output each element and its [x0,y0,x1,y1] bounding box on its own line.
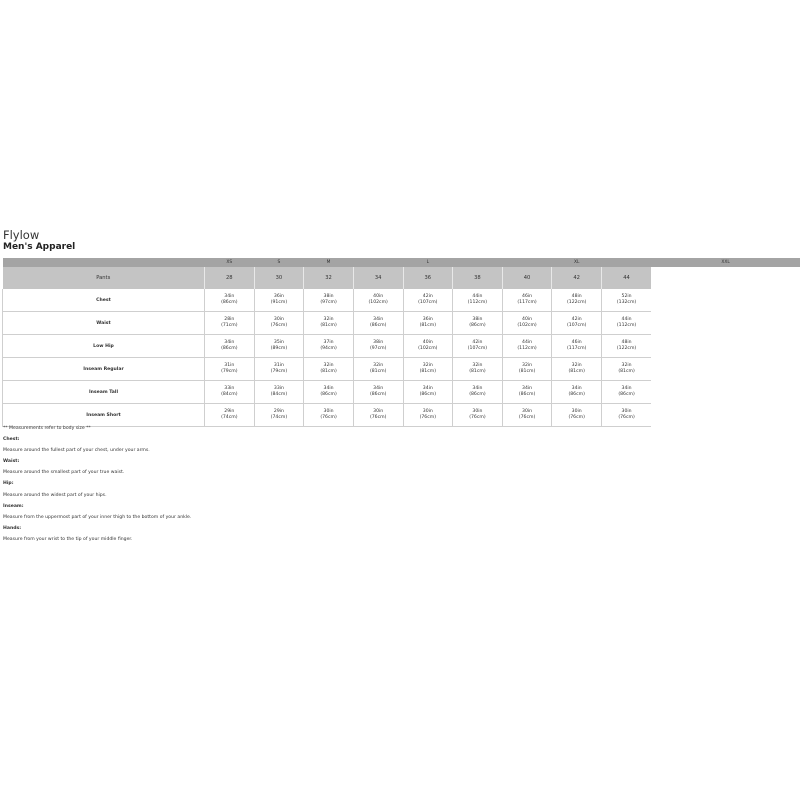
cm-value: (81cm) [618,369,635,374]
note-term: Chest: [3,437,20,443]
size-header-blank [3,258,205,267]
cm-value: (71cm) [221,323,238,328]
measurement-cell [552,335,602,358]
cm-value: (122cm) [616,346,637,351]
inches-value: 30in [273,316,284,322]
inches-value: 48in [621,339,632,345]
inches-value: 32in [323,316,334,322]
cm-value: (76cm) [469,415,486,420]
inches-value: 30in [472,408,483,414]
measurement-cell [403,335,453,358]
inches-value: 38in [323,293,334,299]
measurement-cell [304,358,354,381]
inches-value: 34in [621,385,632,391]
size-header-cell: M [304,258,354,267]
measurement-cell [602,381,652,404]
measurement-cell [353,381,403,404]
cm-value: (102cm) [368,300,388,305]
measurement-cell [304,289,354,312]
measurement-cell [304,312,354,335]
cm-value: (79cm) [270,369,288,374]
inches-value: 33in [224,385,235,391]
cm-value: (107cm) [467,346,488,351]
inches-value: 36in [422,316,433,322]
inches-value: 30in [621,408,632,414]
pants-size-cell: 44 [602,267,652,289]
size-chart-table [2,258,800,427]
cm-value: (81cm) [419,369,437,374]
inches-value: 38in [373,339,384,345]
cm-value: (74cm) [270,415,288,420]
cm-value: (86cm) [221,346,238,351]
measurement-cell [453,289,503,312]
inches-value: 30in [522,408,533,414]
measurement-cell [403,358,453,381]
inches-value: 34in [422,385,433,391]
inches-value: 34in [224,339,235,345]
inches-value: 30in [422,408,433,414]
cm-value: (79cm) [221,369,238,374]
inches-value: 38in [472,316,483,322]
inches-value: 34in [571,385,582,391]
cm-value: (86cm) [369,323,387,328]
measurement-cell [254,358,304,381]
inches-value: 36in [273,293,284,299]
pants-size-cell: 34 [353,267,403,289]
cm-value: (76cm) [270,323,288,328]
size-header-cell: XS [205,258,255,267]
measurement-cell [205,289,255,312]
cm-value: (107cm) [418,300,438,305]
pants-size-cell: 42 [552,267,602,289]
measurement-cell [205,381,255,404]
measurement-cell [552,381,602,404]
measurement-cell [602,358,652,381]
size-header-cell: XXL [651,258,800,267]
cm-value: (97cm) [369,346,387,351]
inches-value: 30in [323,408,334,414]
inches-value: 46in [571,339,582,345]
measurement-cell [254,335,304,358]
note-definition: Measure from the uppermost part of your inner thigh to the bottom of your ankle. [3,514,192,520]
measurement-cell [602,289,652,312]
inches-value: 34in [373,385,384,391]
pants-size-cell: 38 [453,267,503,289]
cm-value: (86cm) [618,392,635,397]
note-definition: Measure from your wrist to the tip of your middle finger. [3,536,133,542]
cm-value: (86cm) [518,392,536,397]
table-row [3,358,800,381]
inches-value: 31in [273,362,284,368]
cm-value: (81cm) [320,369,337,374]
note-term: Waist: [3,459,20,465]
cm-value: (86cm) [469,323,486,328]
row-label: Chest [3,289,205,312]
measurement-cell [403,381,453,404]
measurement-cell [502,381,552,404]
cm-value: (76cm) [518,415,536,420]
pants-size-cell: 32 [304,267,354,289]
cm-value: (112cm) [467,300,488,305]
cm-value: (81cm) [568,369,585,374]
measurement-cell [602,404,652,427]
row-label: Inseam Tall [3,381,205,404]
measurement-cell [353,312,403,335]
pants-size-cell: 36 [403,267,453,289]
inches-value: 32in [422,362,433,368]
cm-value: (86cm) [419,392,437,397]
inches-value: 34in [522,385,533,391]
measurement-cell [502,358,552,381]
measurement-cell [254,289,304,312]
inches-value: 44in [522,339,533,345]
pants-size-cell: 40 [502,267,552,289]
inches-value: 30in [571,408,582,414]
cm-value: (81cm) [320,323,337,328]
cm-value: (97cm) [320,300,337,305]
inches-value: 34in [323,385,334,391]
cm-value: (102cm) [418,346,438,351]
inches-value: 32in [323,362,334,368]
cm-value: (81cm) [419,323,437,328]
measurement-cell [602,335,652,358]
cm-value: (94cm) [320,346,337,351]
cm-value: (89cm) [270,346,288,351]
inches-value: 42in [571,316,582,322]
row-label: Inseam Regular [3,358,205,381]
inches-value: 34in [373,316,384,322]
measurement-cell [403,289,453,312]
pants-size-cell: 28 [205,267,255,289]
measurement-cell [502,312,552,335]
cm-value: (117cm) [567,346,587,351]
cm-value: (74cm) [221,415,238,420]
inches-value: 34in [472,385,483,391]
size-header-cell: S [254,258,304,267]
cm-value: (84cm) [221,392,238,397]
inches-value: 34in [224,293,235,299]
note-term: Hip: [3,481,14,487]
row-label: Inseam Short [3,404,205,427]
measurement-cell [254,381,304,404]
size-header-cell: L [353,258,502,267]
inches-value: 48in [571,293,582,299]
row-label: Low Hip [3,335,205,358]
inches-value: 32in [472,362,483,368]
measurement-cell [403,312,453,335]
measurement-cell [453,358,503,381]
cm-value: (117cm) [517,300,537,305]
cm-value: (112cm) [517,346,537,351]
cm-value: (112cm) [616,323,637,328]
cm-value: (107cm) [567,323,587,328]
measurement-cell [304,335,354,358]
measurement-cell [205,312,255,335]
cm-value: (122cm) [567,300,587,305]
inches-value: 32in [571,362,582,368]
cm-value: (86cm) [221,300,238,305]
cm-value: (91cm) [270,300,288,305]
inches-value: 37in [323,339,334,345]
inches-value: 32in [621,362,632,368]
inches-value: 42in [472,339,483,345]
cm-value: (102cm) [517,323,537,328]
measurement-cell [502,335,552,358]
notes-intro: ** Measurements refer to body size ** [3,426,91,431]
measurement-cell [552,289,602,312]
table-row [3,312,800,335]
pants-size-cell: 30 [254,267,304,289]
size-header-row [3,258,800,267]
inches-value: 29in [273,408,284,414]
measurement-cell [602,312,652,335]
note-definition: Measure around the fullest part of your chest, under your arms. [3,448,150,454]
pants-size-row [3,267,800,289]
measurement-cell [502,289,552,312]
inches-value: 33in [273,385,284,391]
measurement-cell [353,289,403,312]
cm-value: (76cm) [320,415,337,420]
note-term: Inseam: [3,503,24,509]
measurement-cell [353,335,403,358]
note-term: Hands: [3,525,22,531]
inches-value: 42in [422,293,433,299]
pants-label: Pants [3,267,205,289]
inches-value: 29in [224,408,235,414]
row-label: Waist [3,312,205,335]
measurement-cell [205,335,255,358]
table-row [3,335,800,358]
measurement-cell [552,312,602,335]
inches-value: 44in [472,293,483,299]
inches-value: 40in [522,316,533,322]
inches-value: 31in [224,362,235,368]
inches-value: 28in [224,316,235,322]
note-definition: Measure around the smallest part of your true waist. [3,470,125,476]
measurement-cell [205,358,255,381]
cm-value: (132cm) [616,300,637,305]
cm-value: (86cm) [568,392,585,397]
cm-value: (81cm) [369,369,387,374]
inches-value: 52in [621,293,632,299]
inches-value: 40in [422,339,433,345]
inches-value: 32in [522,362,533,368]
note-definition: Measure around the widest part of your hips. [3,492,107,498]
measurement-cell [304,381,354,404]
measurement-cell [254,312,304,335]
measurement-cell [353,358,403,381]
cm-value: (76cm) [568,415,585,420]
table-row [3,289,800,312]
size-header-cell: XL [502,258,651,267]
measurement-cell [453,381,503,404]
cm-value: (86cm) [469,392,486,397]
page-title: Men's Apparel [3,242,76,252]
inches-value: 30in [373,408,384,414]
inches-value: 32in [373,362,384,368]
inches-value: 46in [522,293,533,299]
inches-value: 35in [273,339,284,345]
cm-value: (81cm) [469,369,486,374]
measurement-notes [3,423,603,545]
cm-value: (76cm) [369,415,387,420]
cm-value: (76cm) [419,415,437,420]
inches-value: 40in [373,293,384,299]
cm-value: (76cm) [618,415,635,420]
brand-name: Flylow [3,228,40,242]
cm-value: (86cm) [369,392,387,397]
measurement-cell [552,358,602,381]
table-row [3,381,800,404]
cm-value: (81cm) [518,369,536,374]
measurement-cell [453,335,503,358]
cm-value: (84cm) [270,392,288,397]
cm-value: (86cm) [320,392,337,397]
measurement-cell [453,312,503,335]
inches-value: 44in [621,316,632,322]
